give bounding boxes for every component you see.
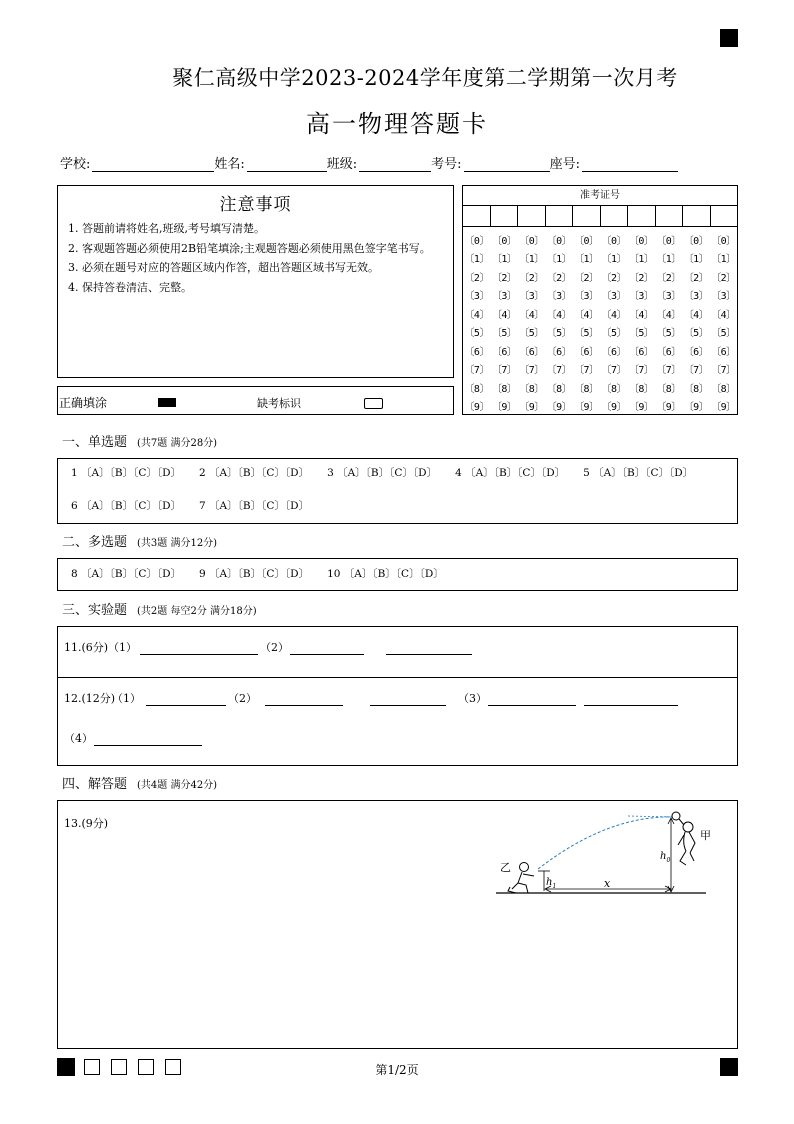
digit-row <box>463 286 737 305</box>
digit-bubble[interactable]: 〔5〕 <box>464 328 489 340</box>
student-info-line <box>60 153 678 172</box>
digit-bubble[interactable]: 〔0〕 <box>491 235 517 247</box>
section-note: (共7题 满分28分) <box>137 438 218 449</box>
section-note: (共3题 满分12分) <box>137 538 218 549</box>
digit-bubble[interactable]: 〔7〕 <box>519 365 544 377</box>
fill-sample-box <box>57 386 454 415</box>
digit-bubble[interactable]: 〔4〕 <box>464 309 489 321</box>
digit-bubble[interactable]: 〔5〕 <box>656 328 681 340</box>
digit-bubble[interactable]: 〔5〕 <box>519 328 544 340</box>
digit-bubble[interactable]: 〔8〕 <box>574 383 599 395</box>
section-title-text: 一、单选题 <box>62 435 128 450</box>
digit-bubble[interactable]: 〔6〕 <box>683 346 709 358</box>
section-title-text: 四、解答题 <box>62 777 128 792</box>
answer-blank[interactable] <box>140 654 258 655</box>
question-5-options[interactable]: 5 〔A〕〔B〕〔C〕〔D〕 <box>583 467 694 479</box>
exam-no-field[interactable] <box>464 157 550 172</box>
digit-bubble[interactable]: 〔1〕 <box>574 254 599 266</box>
label-h0: $h_0$ <box>660 851 671 864</box>
question-12-part-3: （3） <box>458 692 487 705</box>
digit-bubble[interactable]: 〔3〕 <box>464 291 489 303</box>
answer-blank[interactable] <box>488 705 576 706</box>
notice-item: 2. 客观题答题必须使用2B铅笔填涂;主观题答题必须使用黑色签字笔书写。 <box>68 241 431 255</box>
section-experiment-title <box>62 599 257 618</box>
card-title: 高一物理答题卡 <box>306 110 488 138</box>
digit-bubble[interactable]: 〔7〕 <box>628 365 654 377</box>
section-single-choice-title <box>62 431 217 450</box>
digit-bubble[interactable]: 〔7〕 <box>546 365 572 377</box>
question-12-label: 12.(12分) <box>64 692 116 705</box>
digit-bubble[interactable]: 〔9〕 <box>711 402 736 414</box>
divider-line <box>58 677 737 678</box>
answer-blank[interactable] <box>290 654 364 655</box>
digit-bubble[interactable]: 〔2〕 <box>464 272 489 284</box>
digit-bubble[interactable]: 〔1〕 <box>628 254 654 266</box>
digit-bubble[interactable]: 〔3〕 <box>491 291 517 303</box>
digit-row <box>463 397 737 416</box>
admission-number-grid <box>462 185 738 415</box>
question-12-part-1: （1） <box>112 692 141 705</box>
digit-bubble[interactable]: 〔2〕 <box>628 272 654 284</box>
digit-row <box>463 304 737 323</box>
seat-no-field[interactable] <box>582 157 678 172</box>
section-note: (共4题 满分42分) <box>137 780 218 791</box>
answer-blank[interactable] <box>386 654 472 655</box>
digit-bubble[interactable]: 〔1〕 <box>546 254 572 266</box>
question-2-options[interactable]: 2 〔A〕〔B〕〔C〕〔D〕 <box>199 467 310 479</box>
digit-bubble[interactable]: 〔3〕 <box>628 291 654 303</box>
digit-row <box>463 378 737 397</box>
digit-bubble[interactable]: 〔1〕 <box>464 254 489 266</box>
question-11-label: 11.(6分) <box>64 641 109 654</box>
write-cell[interactable] <box>463 206 491 226</box>
digit-bubble[interactable]: 〔8〕 <box>683 383 709 395</box>
notice-item: 4. 保持答卷清洁、完整。 <box>68 280 192 294</box>
write-cell[interactable] <box>628 206 656 226</box>
digit-bubble[interactable]: 〔6〕 <box>519 346 544 358</box>
section-note: (共2题 每空2分 满分18分) <box>137 606 257 617</box>
digit-bubble[interactable]: 〔5〕 <box>546 328 572 340</box>
digit-bubble[interactable]: 〔3〕 <box>601 291 626 303</box>
digit-bubble[interactable]: 〔4〕 <box>656 309 681 321</box>
digit-bubble[interactable]: 〔3〕 <box>574 291 599 303</box>
section-calculation-title <box>62 773 217 792</box>
digit-bubble[interactable]: 〔0〕 <box>683 235 709 247</box>
digit-bubble[interactable]: 〔7〕 <box>656 365 681 377</box>
digit-bubble[interactable]: 〔0〕 <box>519 235 544 247</box>
ball-trajectory <box>538 817 674 869</box>
digit-bubble[interactable]: 〔7〕 <box>711 365 736 377</box>
digit-bubble[interactable]: 〔7〕 <box>601 365 626 377</box>
digit-bubble[interactable]: 〔8〕 <box>601 383 626 395</box>
digit-row <box>463 323 737 342</box>
single-choice-box <box>57 458 738 524</box>
digit-bubble[interactable]: 〔4〕 <box>546 309 572 321</box>
page-number: 第1/2页 <box>375 1063 419 1077</box>
digit-bubble[interactable]: 〔2〕 <box>601 272 626 284</box>
notice-item: 1. 答题前请将姓名,班级,考号填写清楚。 <box>68 222 265 235</box>
question-9-options[interactable]: 9 〔A〕〔B〕〔C〕〔D〕 <box>199 568 310 580</box>
class-label: 班级: <box>326 157 358 172</box>
write-cell[interactable] <box>518 206 546 226</box>
digit-bubble[interactable]: 〔4〕 <box>683 309 709 321</box>
digit-bubble[interactable]: 〔8〕 <box>628 383 654 395</box>
mc-row-3 <box>71 566 462 581</box>
write-cell[interactable] <box>601 206 629 226</box>
question-10-options[interactable]: 10 〔A〕〔B〕〔C〕〔D〕 <box>327 568 444 580</box>
notice-title: 注意事项 <box>219 195 292 215</box>
question-6-options[interactable]: 6 〔A〕〔B〕〔C〕〔D〕 <box>71 500 182 512</box>
class-field[interactable] <box>359 157 431 172</box>
digit-bubble[interactable]: 〔7〕 <box>491 365 517 377</box>
question-8-options[interactable]: 8 〔A〕〔B〕〔C〕〔D〕 <box>71 568 182 580</box>
question-11-part-1: （1） <box>108 641 137 654</box>
digit-bubble[interactable]: 〔9〕 <box>464 402 489 414</box>
correct-fill-sample <box>158 398 176 407</box>
school-label: 学校: <box>60 157 91 172</box>
digit-row <box>463 341 737 360</box>
exam-title: 聚仁高级中学2023-2024学年度第二学期第一次月考 <box>172 66 678 90</box>
digit-bubble[interactable]: 〔9〕 <box>519 402 544 414</box>
section-title-text: 三、实验题 <box>62 603 128 618</box>
absent-mark-checkbox[interactable] <box>364 398 383 409</box>
digit-bubble[interactable]: 〔1〕 <box>711 254 736 266</box>
player-yi-icon <box>508 863 534 894</box>
digit-bubble[interactable]: 〔2〕 <box>574 272 599 284</box>
answer-blank[interactable] <box>265 705 343 706</box>
seat-no-label: 座号: <box>549 157 580 172</box>
digit-bubble[interactable]: 〔3〕 <box>519 291 544 303</box>
digit-bubble[interactable]: 〔1〕 <box>683 254 709 266</box>
digit-bubble[interactable]: 〔4〕 <box>491 309 517 321</box>
digit-bubble[interactable]: 〔6〕 <box>464 346 489 358</box>
digit-bubble[interactable]: 〔5〕 <box>628 328 654 340</box>
write-cell[interactable] <box>546 206 574 226</box>
calculation-answer-box[interactable] <box>57 800 738 1049</box>
digit-row <box>463 360 737 379</box>
experiment-box <box>57 626 738 766</box>
digit-bubble[interactable]: 〔9〕 <box>491 402 517 414</box>
digit-bubble[interactable]: 〔0〕 <box>574 235 599 247</box>
section-title-text: 二、多选题 <box>62 535 128 550</box>
digit-bubble[interactable]: 〔3〕 <box>683 291 709 303</box>
digit-bubble[interactable]: 〔2〕 <box>656 272 681 284</box>
label-yi: 乙 <box>500 861 511 874</box>
digit-bubble[interactable]: 〔0〕 <box>711 235 736 247</box>
digit-bubble[interactable]: 〔8〕 <box>546 383 572 395</box>
name-label: 姓名: <box>214 157 245 172</box>
digit-bubble[interactable]: 〔1〕 <box>519 254 544 266</box>
digit-bubble[interactable]: 〔1〕 <box>656 254 681 266</box>
digit-bubble[interactable]: 〔8〕 <box>656 383 681 395</box>
digit-bubble[interactable]: 〔1〕 <box>491 254 517 266</box>
question-11-part-2: （2） <box>260 641 289 654</box>
multi-choice-box <box>57 558 738 591</box>
answer-blank[interactable] <box>584 705 678 706</box>
digit-bubble[interactable]: 〔5〕 <box>683 328 709 340</box>
digit-bubble[interactable]: 〔8〕 <box>711 383 736 395</box>
digit-bubble[interactable]: 〔0〕 <box>464 235 489 247</box>
digit-bubble[interactable]: 〔6〕 <box>711 346 736 358</box>
digit-bubble[interactable]: 〔5〕 <box>711 328 736 340</box>
admission-number-title: 准考证号 <box>463 186 737 206</box>
answer-blank[interactable] <box>146 705 226 706</box>
digit-bubble[interactable]: 〔4〕 <box>601 309 626 321</box>
digit-bubble[interactable]: 〔3〕 <box>711 291 736 303</box>
label-x: x <box>604 877 611 890</box>
exam-no-label: 考号: <box>431 157 462 172</box>
question-4-options[interactable]: 4 〔A〕〔B〕〔C〕〔D〕 <box>455 467 566 479</box>
digit-bubble[interactable]: 〔2〕 <box>491 272 517 284</box>
question-3-options[interactable]: 3 〔A〕〔B〕〔C〕〔D〕 <box>327 467 438 479</box>
digit-bubble[interactable]: 〔6〕 <box>546 346 572 358</box>
mc-row-2 <box>71 498 327 513</box>
digit-bubble[interactable]: 〔9〕 <box>574 402 599 414</box>
digit-bubble[interactable]: 〔9〕 <box>656 402 681 414</box>
digit-bubble[interactable]: 〔2〕 <box>711 272 736 284</box>
digit-bubble[interactable]: 〔0〕 <box>601 235 626 247</box>
digit-bubble[interactable]: 〔2〕 <box>683 272 709 284</box>
digit-bubble[interactable]: 〔6〕 <box>601 346 626 358</box>
notice-item: 3. 必须在题号对应的答题区域内作答，超出答题区域书写无效。 <box>68 261 379 274</box>
digit-bubble[interactable]: 〔9〕 <box>683 402 709 414</box>
section-multi-choice-title <box>62 531 217 550</box>
digit-bubble[interactable]: 〔7〕 <box>574 365 599 377</box>
corner-marker-top-right <box>720 29 738 47</box>
answer-blank[interactable] <box>94 745 202 746</box>
question-13-label: 13.(9分) <box>64 817 109 830</box>
digit-bubble[interactable]: 〔4〕 <box>711 309 736 321</box>
question-12-part-2: （2） <box>228 692 257 705</box>
digit-bubble[interactable]: 〔4〕 <box>574 309 599 321</box>
write-cell[interactable] <box>573 206 601 226</box>
mc-row-1 <box>71 465 711 480</box>
digit-bubble[interactable]: 〔7〕 <box>464 365 489 377</box>
question-1-options[interactable]: 1 〔A〕〔B〕〔C〕〔D〕 <box>71 467 182 479</box>
digit-bubble[interactable]: 〔3〕 <box>656 291 681 303</box>
absent-mark-label: 缺考标识 <box>257 397 301 410</box>
digit-bubble[interactable]: 〔7〕 <box>683 365 709 377</box>
notice-box <box>57 185 454 378</box>
player-jia-icon <box>678 819 695 865</box>
write-cell[interactable] <box>683 206 711 226</box>
digit-bubble[interactable]: 〔8〕 <box>491 383 517 395</box>
digit-bubble[interactable]: 〔2〕 <box>546 272 572 284</box>
write-cell[interactable] <box>491 206 519 226</box>
correct-fill-label: 正确填涂 <box>59 396 108 410</box>
digit-bubble[interactable]: 〔3〕 <box>546 291 572 303</box>
digit-bubble[interactable]: 〔6〕 <box>628 346 654 358</box>
ball-icon <box>672 812 680 820</box>
digit-bubble[interactable]: 〔1〕 <box>601 254 626 266</box>
digit-bubble[interactable]: 〔6〕 <box>491 346 517 358</box>
question-12-part-4: （4） <box>64 732 93 745</box>
digit-bubble[interactable]: 〔5〕 <box>574 328 599 340</box>
digit-bubble-grid <box>463 230 737 415</box>
digit-bubble[interactable]: 〔6〕 <box>656 346 681 358</box>
digit-bubble[interactable]: 〔9〕 <box>601 402 626 414</box>
digit-row <box>463 230 737 249</box>
volleyball-figure <box>488 805 728 905</box>
label-jia: 甲 <box>700 829 711 842</box>
digit-row <box>463 267 737 286</box>
admission-number-write-cells <box>463 206 737 227</box>
digit-bubble[interactable]: 〔9〕 <box>628 402 654 414</box>
digit-bubble[interactable]: 〔2〕 <box>519 272 544 284</box>
digit-bubble[interactable]: 〔0〕 <box>656 235 681 247</box>
digit-bubble[interactable]: 〔9〕 <box>546 402 572 414</box>
digit-bubble[interactable]: 〔0〕 <box>628 235 654 247</box>
label-h1: $h_1$ <box>546 877 557 890</box>
digit-bubble[interactable]: 〔4〕 <box>628 309 654 321</box>
digit-bubble[interactable]: 〔0〕 <box>546 235 572 247</box>
question-7-options[interactable]: 7 〔A〕〔B〕〔C〕〔D〕 <box>199 500 310 512</box>
write-cell[interactable] <box>656 206 684 226</box>
digit-bubble[interactable]: 〔6〕 <box>574 346 599 358</box>
notice-list <box>68 219 452 297</box>
digit-bubble[interactable]: 〔5〕 <box>601 328 626 340</box>
answer-blank[interactable] <box>370 705 446 706</box>
digit-bubble[interactable]: 〔5〕 <box>491 328 517 340</box>
digit-bubble[interactable]: 〔8〕 <box>464 383 489 395</box>
school-field[interactable] <box>92 157 214 172</box>
digit-bubble[interactable]: 〔4〕 <box>519 309 544 321</box>
digit-row <box>463 249 737 268</box>
digit-bubble[interactable]: 〔8〕 <box>519 383 544 395</box>
name-field[interactable] <box>247 157 327 172</box>
write-cell[interactable] <box>711 206 738 226</box>
